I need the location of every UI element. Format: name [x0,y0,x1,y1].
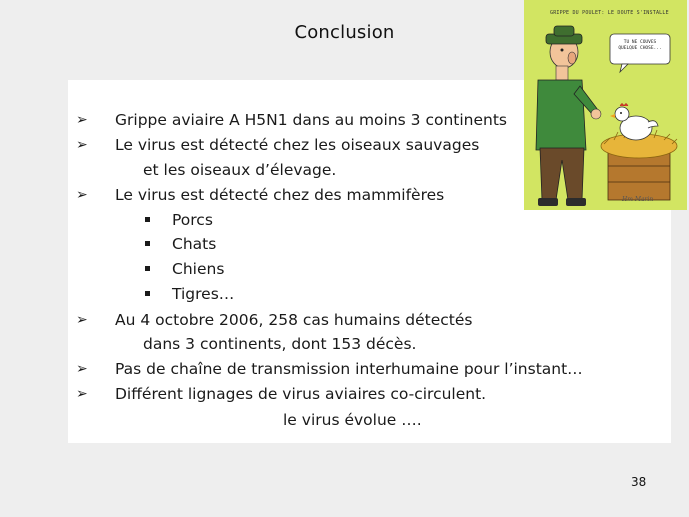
bullet-text: Le virus est détecté chez les oiseaux sauvages [115,136,480,154]
arrow-bullet-icon: ➢ [76,312,88,328]
arrow-bullet-icon: ➢ [76,386,88,402]
sub-bullet-text: Tigres… [172,285,235,303]
arrow-bullet-icon: ➢ [76,187,88,203]
square-bullet-icon [145,241,150,246]
arrow-bullet-icon: ➢ [76,137,88,153]
square-bullet-icon [145,291,150,296]
arrow-bullet-icon: ➢ [76,361,88,377]
sub-bullet-text: Chats [172,235,217,253]
sub-bullet-text: Chiens [172,260,225,278]
sub-bullet-text: Porcs [172,211,213,229]
bullet-continuation-text: et les oiseaux d’élevage. [143,161,337,179]
bullet-continuation-text: dans 3 continents, dont 153 décès. [143,335,417,353]
bullet-text: Différent lignages de virus aviaires co-circulent. [115,385,487,403]
page-number: 38 [631,475,647,489]
cartoon-speech-text: TU NE COUVES QUELQUE CHOSE... [618,40,662,51]
bullet-text: Le virus est détecté chez des mammifères [115,186,445,204]
closing-statement: le virus évolue …. [283,411,422,429]
arrow-bullet-icon: ➢ [76,112,88,128]
square-bullet-icon [145,217,150,222]
bullet-text: Au 4 octobre 2006, 258 cas humains détectés [115,311,473,329]
cartoon-signature: Hm Marin [622,196,654,203]
square-bullet-icon [145,266,150,271]
cartoon-illustration [524,0,687,210]
bullet-text: Grippe aviaire A H5N1 dans au moins 3 continents [115,111,508,129]
cartoon-caption: GRIPPE DU POULET: LE DOUTE S'INSTALLE [550,10,669,16]
slide-title: Conclusion [294,22,395,43]
cartoon-drawing [524,0,687,210]
bullet-text: Pas de chaîne de transmission interhumaine pour l’instant… [115,360,583,378]
